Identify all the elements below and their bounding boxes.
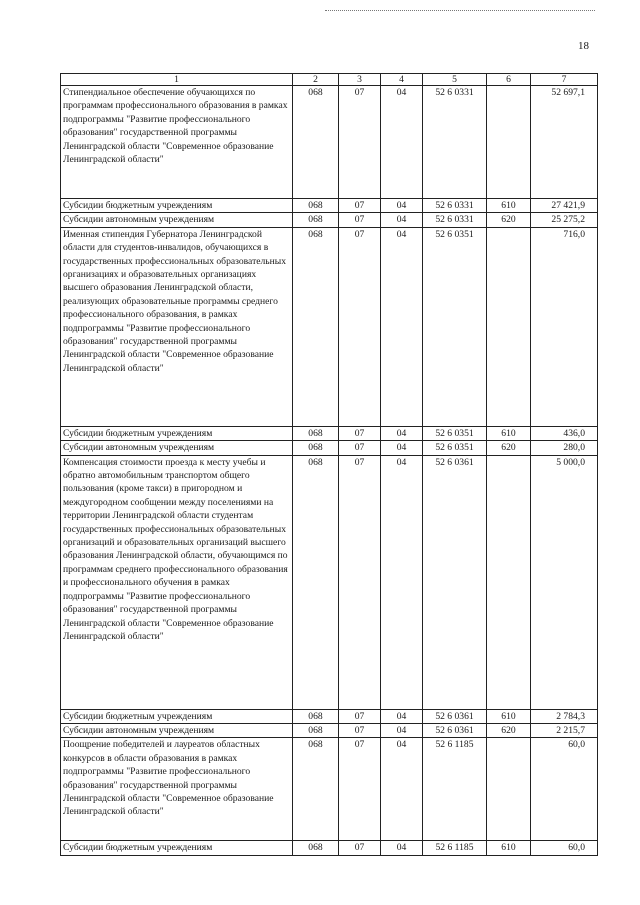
row-target-code: 52 6 0351	[423, 227, 487, 426]
row-subsection: 04	[381, 199, 423, 213]
row-ministry: 068	[293, 227, 339, 426]
row-subsection: 04	[381, 841, 423, 855]
row-expense-type: 610	[487, 426, 531, 440]
row-target-code: 52 6 0351	[423, 441, 487, 455]
row-target-code: 52 6 0361	[423, 709, 487, 723]
table-row	[61, 213, 598, 227]
row-name: Субсидии бюджетным учреждениям	[61, 199, 293, 213]
row-subsection: 04	[381, 738, 423, 841]
row-expense-type: 620	[487, 724, 531, 738]
row-ministry: 068	[293, 86, 339, 199]
row-subsection: 04	[381, 86, 423, 199]
row-name: Именная стипендия Губернатора Ленинградской области для студентов-инвалидов, обучающихся в государственных профессиональных образовательных организациях и образовательных организациях высшего образования Ленинградской области, реализующих образовательные программы среднего профессионального образования, в рамках подпрограммы "Развитие профессионального образования" государственной программы Ленинградской области "Современное образование Ленинградской области"	[61, 227, 293, 426]
row-section: 07	[339, 738, 381, 841]
row-name: Субсидии автономным учреждениям	[61, 213, 293, 227]
row-section: 07	[339, 213, 381, 227]
row-section: 07	[339, 724, 381, 738]
row-expense-type: 610	[487, 709, 531, 723]
table-row	[61, 724, 598, 738]
row-subsection: 04	[381, 455, 423, 709]
row-expense-type	[487, 738, 531, 841]
header-col-1: 1	[61, 74, 293, 86]
row-section: 07	[339, 86, 381, 199]
row-expense-type: 620	[487, 441, 531, 455]
row-ministry: 068	[293, 426, 339, 440]
budget-table	[60, 73, 598, 856]
row-target-code: 52 6 0331	[423, 199, 487, 213]
header-col-4: 4	[381, 74, 423, 86]
row-target-code: 52 6 0361	[423, 455, 487, 709]
row-section: 07	[339, 199, 381, 213]
row-expense-type: 610	[487, 199, 531, 213]
row-subsection: 04	[381, 441, 423, 455]
row-ministry: 068	[293, 199, 339, 213]
row-section: 07	[339, 455, 381, 709]
row-name: Субсидии бюджетным учреждениям	[61, 841, 293, 855]
header-col-3: 3	[339, 74, 381, 86]
row-subsection: 04	[381, 213, 423, 227]
row-target-code: 52 6 1185	[423, 738, 487, 841]
row-expense-type: 610	[487, 841, 531, 855]
row-name: Субсидии бюджетным учреждениям	[61, 426, 293, 440]
row-target-code: 52 6 0331	[423, 213, 487, 227]
row-amount: 716,0	[531, 227, 598, 426]
row-amount: 280,0	[531, 441, 598, 455]
table-row	[61, 841, 598, 855]
table-row	[61, 86, 598, 199]
row-name: Субсидии автономным учреждениям	[61, 724, 293, 738]
top-dotted-line	[325, 10, 595, 11]
row-expense-type	[487, 86, 531, 199]
row-ministry: 068	[293, 738, 339, 841]
row-amount: 436,0	[531, 426, 598, 440]
row-expense-type	[487, 455, 531, 709]
row-amount: 27 421,9	[531, 199, 598, 213]
row-ministry: 068	[293, 841, 339, 855]
header-col-5: 5	[423, 74, 487, 86]
row-subsection: 04	[381, 724, 423, 738]
row-amount: 2 215,7	[531, 724, 598, 738]
row-target-code: 52 6 1185	[423, 841, 487, 855]
row-target-code: 52 6 0361	[423, 724, 487, 738]
table-row	[61, 455, 598, 709]
row-ministry: 068	[293, 709, 339, 723]
row-expense-type: 620	[487, 213, 531, 227]
row-target-code: 52 6 0331	[423, 86, 487, 199]
header-col-2: 2	[293, 74, 339, 86]
row-amount: 60,0	[531, 738, 598, 841]
row-name: Компенсация стоимости проезда к месту учебы и обратно автомобильным транспортом общего пользования (кроме такси) в пригородном и междугородном сообщении между поселениями на территории Ленинградской области студентам государственных профессиональных образовательных организаций и образовательных организаций высшего образования Ленинградской области, обучающимся по программам среднего профессионального образования и профессионального обучения в рамках подпрограммы "Развитие профессионального образования" государственной программы Ленинградской области "Современное образование Ленинградской области"	[61, 455, 293, 709]
table-row	[61, 441, 598, 455]
row-subsection: 04	[381, 227, 423, 426]
row-subsection: 04	[381, 426, 423, 440]
row-section: 07	[339, 709, 381, 723]
row-target-code: 52 6 0351	[423, 426, 487, 440]
row-name: Субсидии бюджетным учреждениям	[61, 709, 293, 723]
row-ministry: 068	[293, 724, 339, 738]
header-col-6: 6	[487, 74, 531, 86]
row-section: 07	[339, 441, 381, 455]
row-amount: 52 697,1	[531, 86, 598, 199]
header-col-7: 7	[531, 74, 598, 86]
row-amount: 5 000,0	[531, 455, 598, 709]
table-row	[61, 426, 598, 440]
table-row	[61, 709, 598, 723]
table-header-row	[61, 74, 598, 86]
row-section: 07	[339, 227, 381, 426]
row-name: Стипендиальное обеспечение обучающихся по программам профессионального образования в рамках подпрограммы "Развитие профессионального образования" государственной программы Ленинградской области "Современное образование Ленинградской области"	[61, 86, 293, 199]
row-expense-type	[487, 227, 531, 426]
row-amount: 25 275,2	[531, 213, 598, 227]
row-section: 07	[339, 426, 381, 440]
row-name: Поощрение победителей и лауреатов областных конкурсов в области образования в рамках подпрограммы "Развитие профессионального образования" государственной программы Ленинградской области "Современное образование Ленинградской области"	[61, 738, 293, 841]
row-ministry: 068	[293, 213, 339, 227]
row-amount: 60,0	[531, 841, 598, 855]
table-row	[61, 227, 598, 426]
table-row	[61, 199, 598, 213]
row-ministry: 068	[293, 455, 339, 709]
row-section: 07	[339, 841, 381, 855]
row-amount: 2 784,3	[531, 709, 598, 723]
table-row	[61, 738, 598, 841]
row-subsection: 04	[381, 709, 423, 723]
page-number: 18	[578, 40, 589, 52]
row-name: Субсидии автономным учреждениям	[61, 441, 293, 455]
row-ministry: 068	[293, 441, 339, 455]
